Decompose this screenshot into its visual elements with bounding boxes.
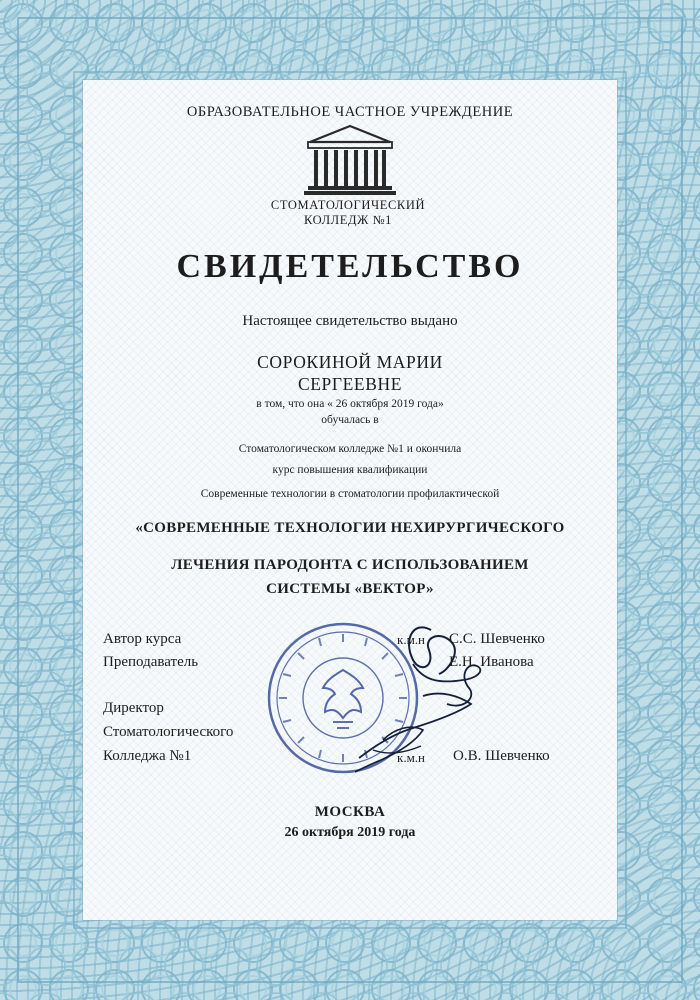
author-name: С.С. Шевченко [449,631,545,647]
director-label-line-3: Колледжа №1 [103,748,192,764]
director-label-line-2: Стоматологического [103,724,234,740]
teacher-name: Е.Н. Иванова [449,654,534,670]
course-topic-line-1: «СОВРЕМЕННЫЕ ТЕХНОЛОГИИ НЕХИРУРГИЧЕСКОГО [135,520,565,536]
director-name: О.В. Шевченко [453,748,550,764]
teacher-label: Преподаватель [103,654,199,670]
issue-date: 26 октября 2019 года [284,825,416,840]
college-building-logo-icon [304,124,396,196]
completion-date-line: в том, что она « 26 октября 2019 года» [256,398,444,410]
course-type: курс повышения квалификации [272,464,428,476]
finished-text: Стоматологическом колледже №1 и окончила [238,443,462,455]
author-label: Автор курса [103,631,182,647]
certificate-title: СВИДЕТЕЛЬСТВО [176,248,524,285]
course-topic-line-2: ЛЕЧЕНИЯ ПАРОДОНТА С ИСПОЛЬЗОВАНИЕМ [171,557,529,573]
organization-type: ОБРАЗОВАТЕЛЬНОЕ ЧАСТНОЕ УЧРЕЖДЕНИЕ [186,104,514,120]
issued-to-text: Настоящее свидетельство выдано [242,313,458,329]
issue-city: МОСКВА [314,804,386,820]
college-name-line-2: КОЛЛЕДЖ №1 [303,213,393,227]
college-name-line-1: СТОМАТОЛОГИЧЕСКИЙ [270,198,426,212]
author-degree: к.м.н [397,632,425,647]
recipient-name-line-2: СЕРГЕЕВНЕ [298,374,402,394]
studied-at-text: обучалась в [321,414,379,426]
course-topic-line-3: СИСТЕМЫ «ВЕКТОР» [266,581,434,597]
director-degree: к.м.н [397,750,425,765]
course-area: Современные технологии в стоматологии профилактической [200,488,500,500]
director-label-line-1: Директор [103,700,164,716]
recipient-name-line-1: СОРОКИНОЙ МАРИИ [257,352,443,372]
certificate-content [83,80,617,920]
